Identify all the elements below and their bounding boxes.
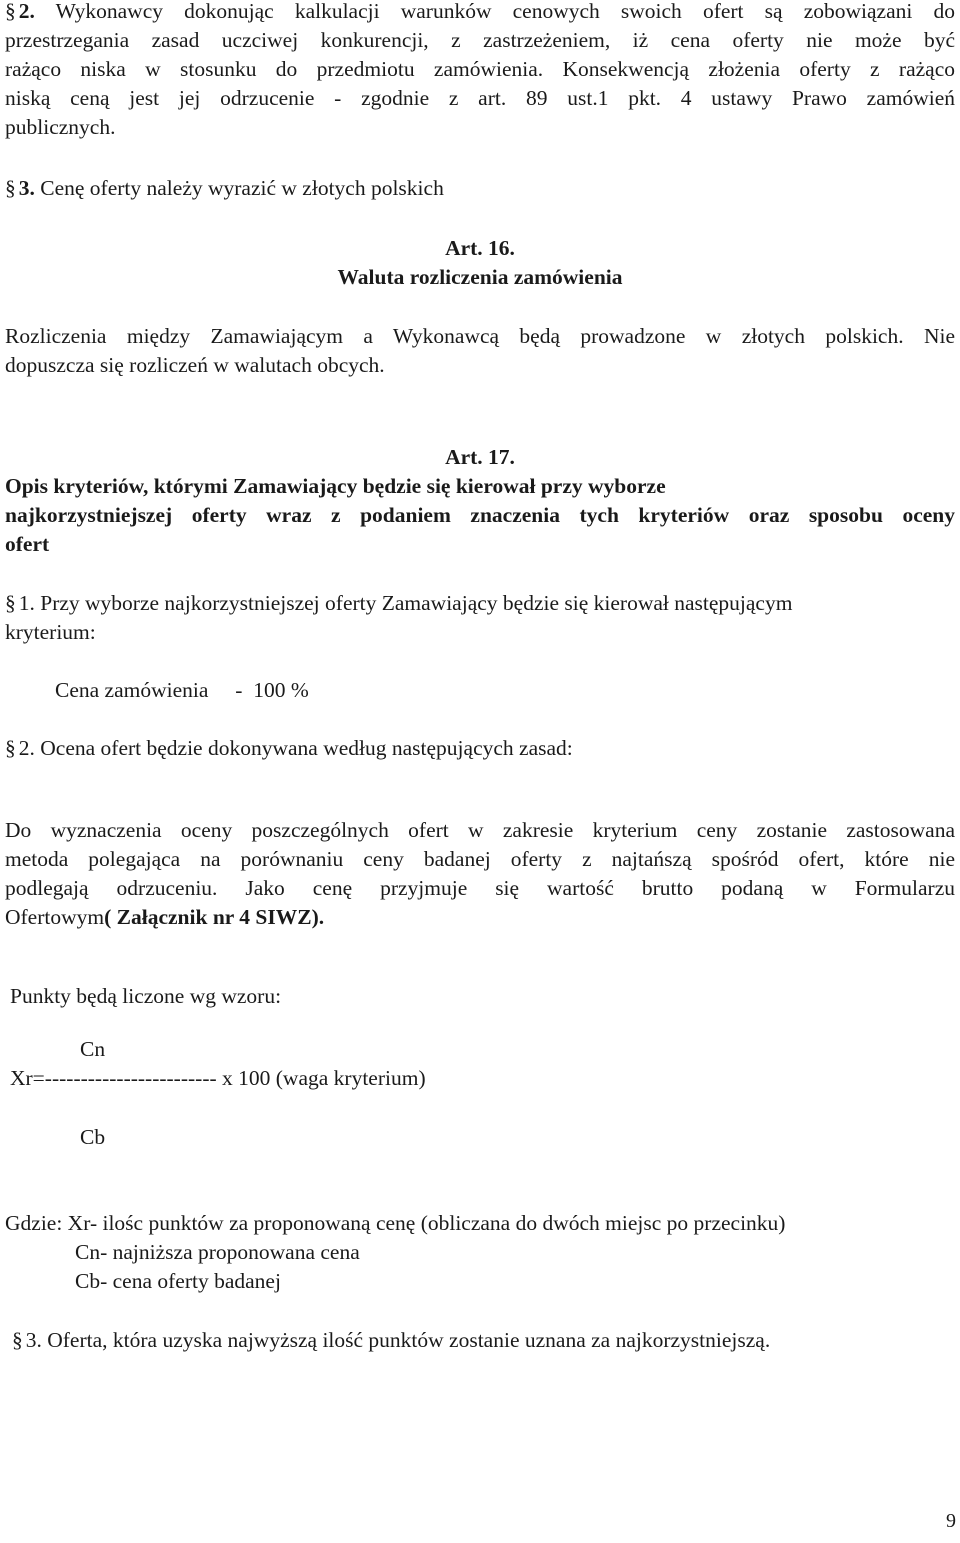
item1-line-2: kryterium:: [5, 620, 96, 644]
art16-title: Waluta rozliczenia zamówienia: [337, 265, 623, 289]
attachment-ref: ( Załącznik nr 4 SIWZ).: [104, 905, 325, 929]
desc-line-4: Ofertowym( Załącznik nr 4 SIWZ).: [5, 905, 325, 929]
p3-line: § 3. Cenę oferty należy wyrazić w złotych polskich: [5, 174, 444, 203]
p2-line-4: niską ceną jest jej odrzucenie - zgodnie z art. 89 ust.1 pkt. 4 ustawy Prawo zamówień: [5, 86, 955, 110]
art16-line-1: Rozliczenia między Zamawiającym a Wykonawcą będą prowadzone w złotych polskich. Nie: [5, 324, 955, 348]
legend-line-1: Gdzie: Xr- ilośc punktów za proponowaną cenę (obliczana do dwóch miejsc po przecinku): [5, 1211, 786, 1235]
desc-line-1: Do wyznaczenia oceny poszczególnych ofert w zakresie kryterium ceny zostanie zastosowana: [5, 818, 955, 842]
formula-numerator: Cn: [80, 1037, 106, 1061]
section-mark: §: [5, 736, 16, 760]
p2-line-1: § 2. Wykonawcy dokonując kalkulacji warunków cenowych swoich ofert są zobowiązani do: [5, 0, 955, 26]
item3-line: § 3. Oferta, która uzyska najwyższą ilość punktów zostanie uznana za najkorzystniejszą.: [12, 1326, 770, 1355]
section-mark: §: [5, 591, 16, 615]
formula-denominator: Cb: [80, 1125, 106, 1149]
criterion: Cena zamówienia - 100 %: [55, 678, 309, 702]
page-number: 9: [946, 1510, 956, 1532]
art17-title-line-1: Opis kryteriów, którymi Zamawiający będzie się kierował przy wyborze: [5, 474, 666, 498]
section-mark: §: [5, 176, 16, 200]
item1-number: 1.: [18, 591, 35, 615]
item2-line: § 2. Ocena ofert będzie dokonywana według następujących zasad:: [5, 734, 573, 763]
legend-line-3: Cb- cena oferty badanej: [75, 1269, 281, 1293]
art17-heading: Art. 17.: [445, 445, 515, 469]
section-mark: §: [12, 1328, 23, 1352]
desc-line-2: metoda polegająca na porównaniu ceny badanej oferty z najtańszą spośród ofert, które nie: [5, 847, 955, 871]
art17-title-line-3: ofert: [5, 532, 50, 556]
desc-line-3: podlegają odrzuceniu. Jako cenę przyjmuje się wartość brutto podaną w Formularzu: [5, 876, 955, 900]
p2-line-5: publicznych.: [5, 115, 116, 139]
p3-number: 3.: [18, 176, 35, 200]
section-mark: §: [5, 0, 16, 23]
legend-line-2: Cn- najniższa proponowana cena: [75, 1240, 360, 1264]
item2-number: 2.: [18, 736, 35, 760]
p2-line-3: rażąco niska w stosunku do przedmiotu zamówienia. Konsekwencją złożenia oferty z rażąco: [5, 57, 955, 81]
formula-intro: Punkty będą liczone wg wzoru:: [10, 984, 282, 1008]
item3-number: 3.: [25, 1328, 42, 1352]
item1-line-1: § 1. Przy wyborze najkorzystniejszej oferty Zamawiający będzie się kierował następującym: [5, 589, 792, 618]
formula: Xr=------------------------ x 100 (waga kryterium): [10, 1066, 426, 1090]
art16-heading: Art. 16.: [445, 236, 515, 260]
p2-number: 2.: [18, 0, 35, 23]
art16-line-2: dopuszcza się rozliczeń w walutach obcych.: [5, 353, 385, 377]
p2-line-2: przestrzegania zasad uczciwej konkurencji, z zastrzeżeniem, iż cena oferty nie może być: [5, 28, 955, 52]
art17-title-line-2: najkorzystniejszej oferty wraz z podaniem znaczenia tych kryteriów oraz sposobu oceny: [5, 503, 955, 527]
